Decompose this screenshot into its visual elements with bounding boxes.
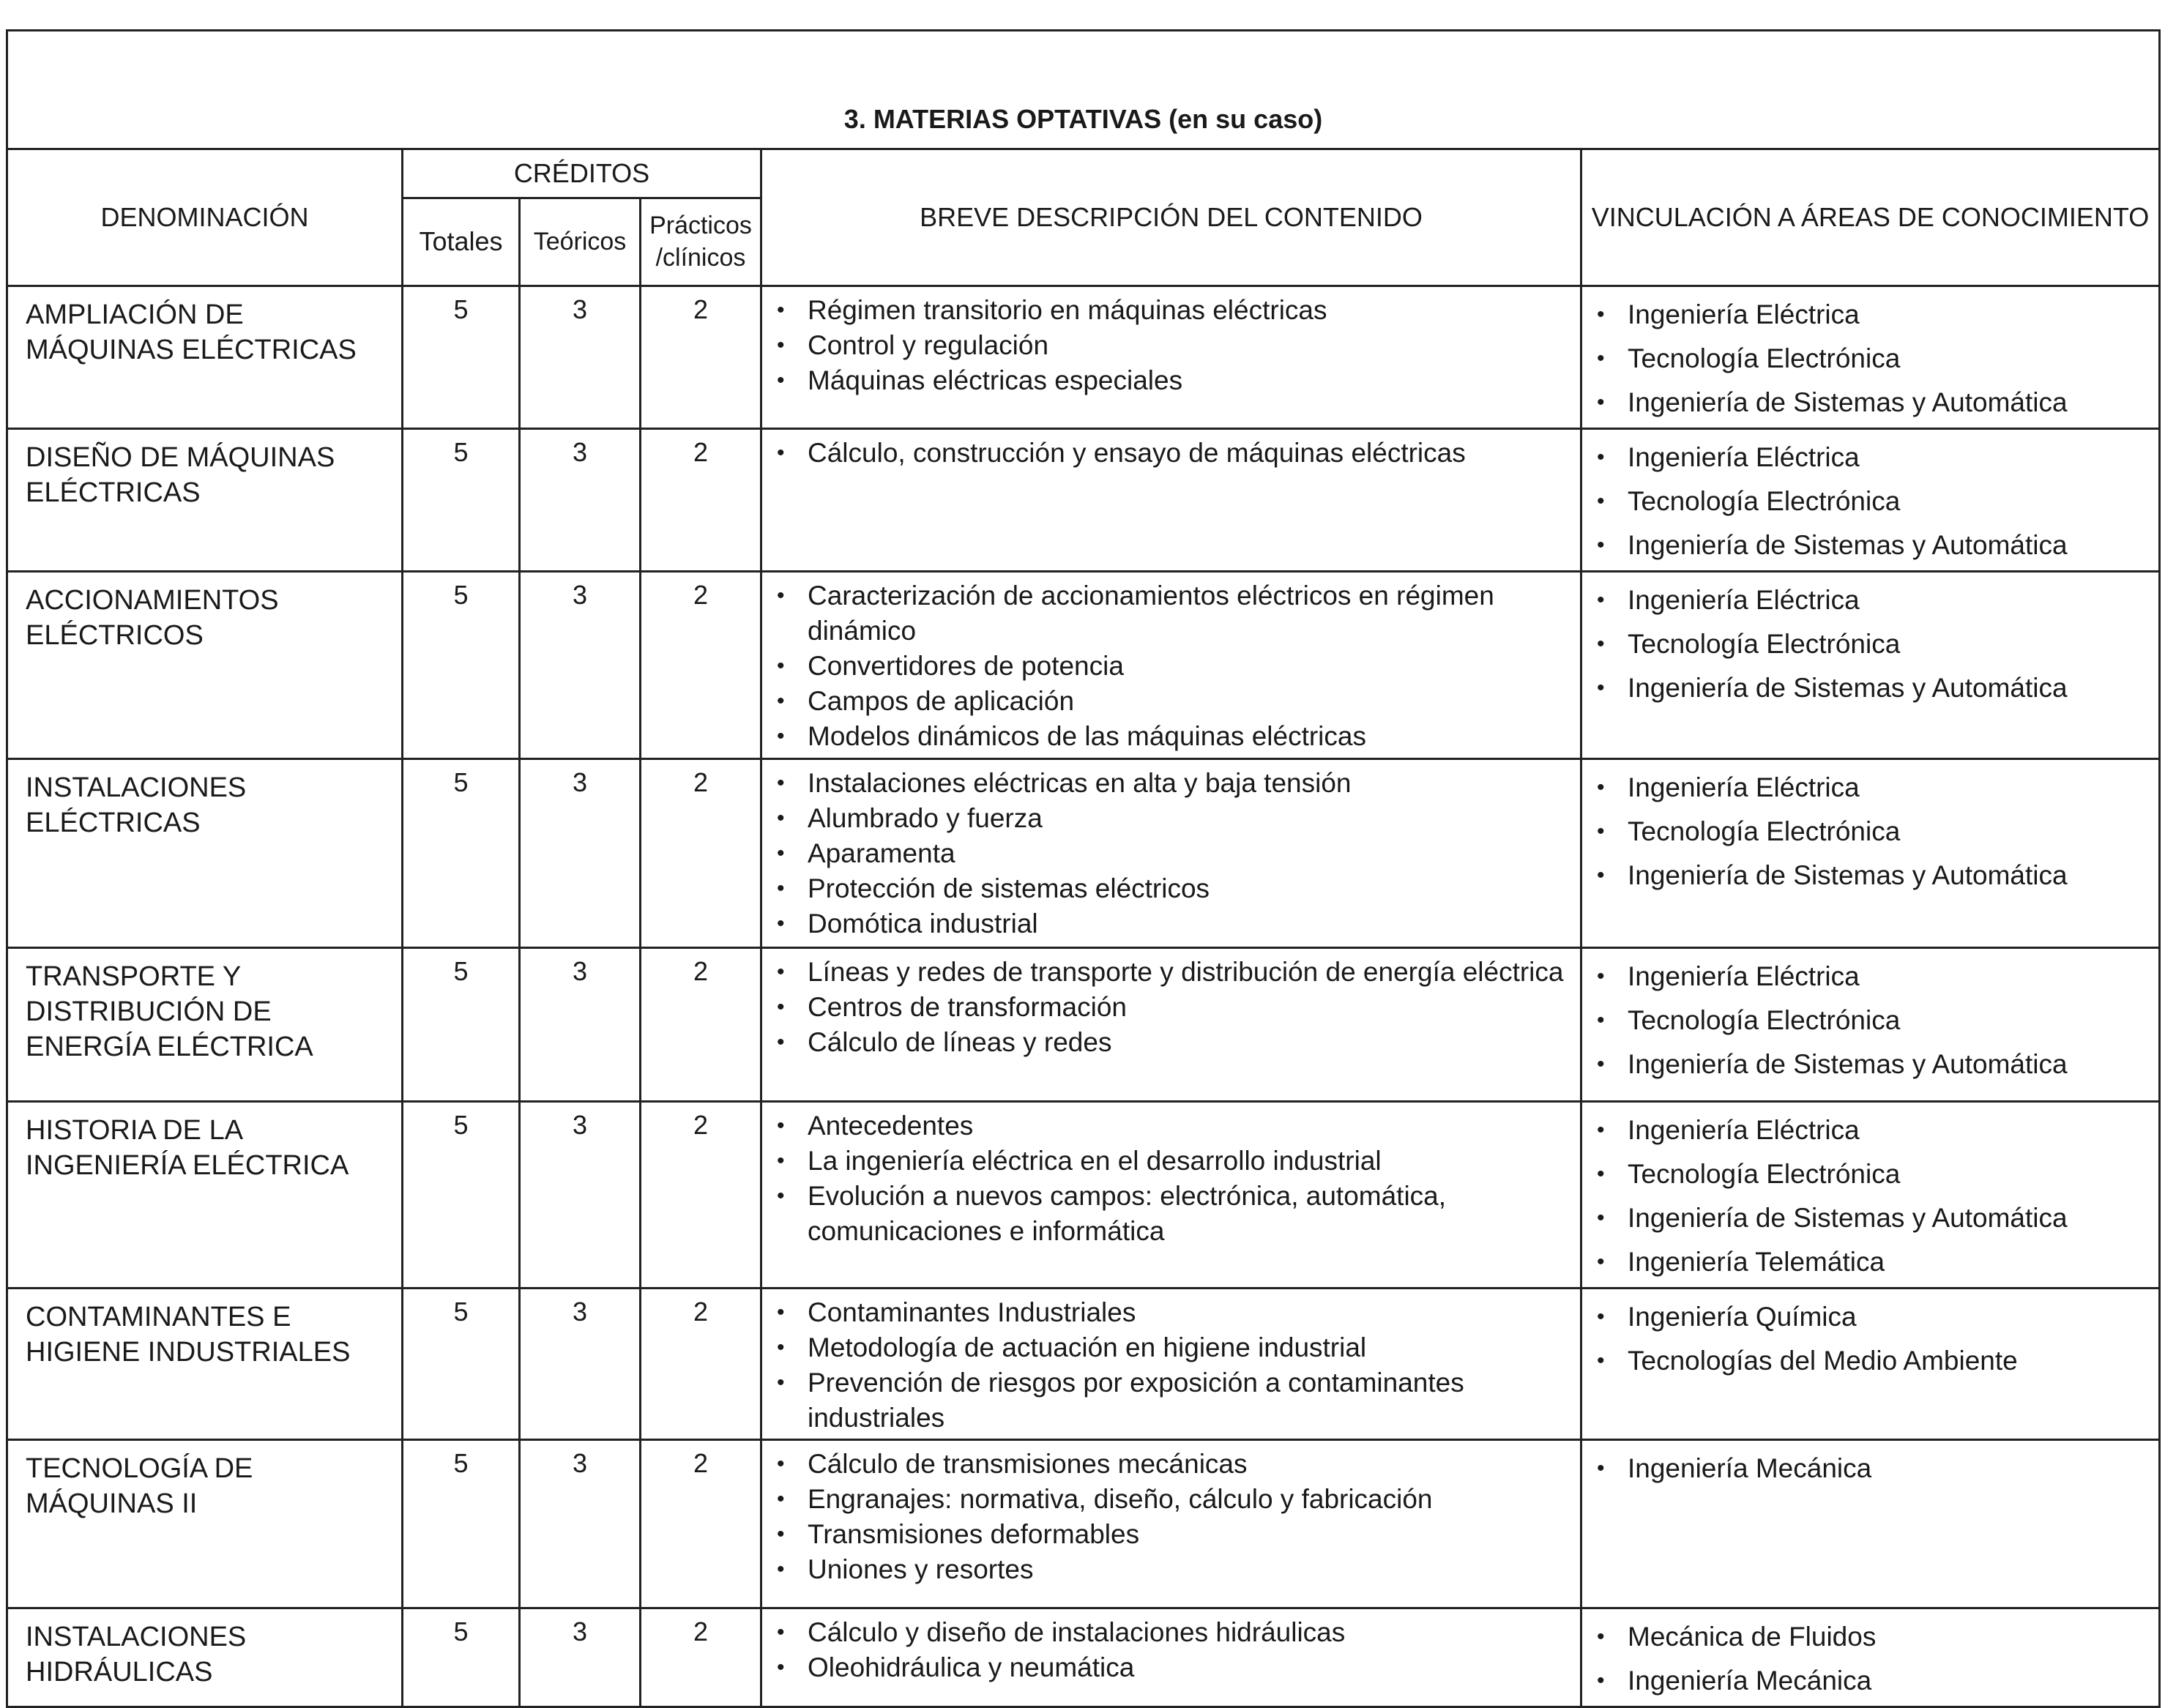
bullet-icon: • bbox=[1597, 1008, 1605, 1032]
bullet-icon: • bbox=[777, 1557, 785, 1581]
credits-teoricos: 3 bbox=[520, 1289, 641, 1440]
content-item bbox=[772, 836, 1571, 871]
table-row bbox=[7, 572, 2160, 759]
header-creditos: CRÉDITOS bbox=[403, 149, 761, 198]
area-item-text: Ingeniería de Sistemas y Automática bbox=[1628, 673, 2068, 703]
course-name: CONTAMINANTES E HIGIENE INDUSTRIALES bbox=[7, 1289, 403, 1440]
areas-cell bbox=[1581, 1102, 2160, 1289]
bullet-icon: • bbox=[777, 1184, 785, 1208]
content-item-text: Domótica industrial bbox=[808, 909, 1038, 939]
bullet-icon: • bbox=[777, 1620, 785, 1644]
content-item-text: Modelos dinámicos de las máquinas eléctricas bbox=[808, 721, 1366, 751]
bullet-icon: • bbox=[777, 960, 785, 984]
content-item bbox=[772, 684, 1571, 719]
content-item bbox=[772, 1447, 1571, 1482]
content-cell bbox=[761, 572, 1581, 759]
content-item-text: Caracterización de accionamientos eléctricos en régimen dinámico bbox=[808, 581, 1494, 646]
content-cell-list bbox=[772, 578, 1571, 754]
content-item bbox=[772, 578, 1571, 649]
content-item bbox=[772, 1295, 1571, 1330]
content-item-text: Contaminantes Industriales bbox=[808, 1297, 1136, 1327]
bullet-icon: • bbox=[777, 583, 785, 608]
area-item-text: Tecnología Electrónica bbox=[1628, 816, 1901, 846]
credits-totales: 5 bbox=[403, 286, 520, 429]
bullet-icon: • bbox=[777, 689, 785, 713]
content-item-text: Campos de aplicación bbox=[808, 686, 1075, 716]
title-row bbox=[7, 31, 2160, 149]
area-item-text: Ingeniería de Sistemas y Automática bbox=[1628, 1049, 2068, 1079]
area-item-text: Tecnología Electrónica bbox=[1628, 1005, 1901, 1035]
bullet-icon: • bbox=[777, 1452, 785, 1476]
content-item-text: Engranajes: normativa, diseño, cálculo y fabricación bbox=[808, 1484, 1433, 1514]
bullet-icon: • bbox=[777, 1030, 785, 1054]
content-item-text: Líneas y redes de transporte y distribución de energía eléctrica bbox=[808, 957, 1564, 987]
credits-teoricos: 3 bbox=[520, 286, 641, 429]
area-item bbox=[1592, 666, 2150, 710]
content-item bbox=[772, 328, 1571, 363]
area-item-text: Tecnología Electrónica bbox=[1628, 1159, 1901, 1189]
content-cell-list bbox=[772, 1108, 1571, 1249]
bullet-icon: • bbox=[777, 1522, 785, 1546]
area-item-text: Tecnologías del Medio Ambiente bbox=[1628, 1346, 2018, 1376]
areas-cell-list bbox=[1592, 293, 2150, 425]
course-name: INSTALACIONES HIDRÁULICAS bbox=[7, 1608, 403, 1707]
bullet-icon: • bbox=[777, 1300, 785, 1324]
content-item bbox=[772, 1144, 1571, 1179]
areas-cell bbox=[1581, 572, 2160, 759]
area-item-text: Ingeniería Química bbox=[1628, 1302, 1857, 1332]
credits-practicos: 2 bbox=[641, 1608, 761, 1707]
content-cell bbox=[761, 429, 1581, 572]
bullet-icon: • bbox=[777, 298, 785, 322]
credits-practicos: 2 bbox=[641, 1440, 761, 1608]
bullet-icon: • bbox=[777, 876, 785, 900]
area-item-text: Tecnología Electrónica bbox=[1628, 486, 1901, 516]
bullet-icon: • bbox=[1597, 863, 1605, 887]
bullet-icon: • bbox=[1597, 346, 1605, 370]
content-item-text: Prevención de riesgos por exposición a contaminantes industriales bbox=[808, 1368, 1464, 1433]
credits-totales: 5 bbox=[403, 948, 520, 1102]
area-item bbox=[1592, 578, 2150, 622]
credits-teoricos: 3 bbox=[520, 429, 641, 572]
course-name: HISTORIA DE LA INGENIERÍA ELÉCTRICA bbox=[7, 1102, 403, 1289]
credits-totales: 5 bbox=[403, 1289, 520, 1440]
content-cell bbox=[761, 759, 1581, 948]
area-item bbox=[1592, 480, 2150, 523]
bullet-icon: • bbox=[1597, 632, 1605, 656]
course-name: ACCIONAMIENTOS ELÉCTRICOS bbox=[7, 572, 403, 759]
content-item-text: Transmisiones deformables bbox=[808, 1519, 1140, 1549]
content-cell bbox=[761, 948, 1581, 1102]
area-item bbox=[1592, 523, 2150, 567]
table-row bbox=[7, 1440, 2160, 1608]
areas-cell bbox=[1581, 1440, 2160, 1608]
content-item bbox=[772, 1517, 1571, 1552]
bullet-icon: • bbox=[1597, 1625, 1605, 1649]
course-name: TRANSPORTE Y DISTRIBUCIÓN DE ENERGÍA ELÉCTRICA bbox=[7, 948, 403, 1102]
materias-optativas-sheet bbox=[6, 29, 2158, 1708]
area-item bbox=[1592, 854, 2150, 898]
area-item-text: Ingeniería Eléctrica bbox=[1628, 772, 1860, 802]
content-item bbox=[772, 766, 1571, 801]
bullet-icon: • bbox=[1597, 1206, 1605, 1230]
bullet-icon: • bbox=[1597, 533, 1605, 557]
materias-table bbox=[6, 29, 2161, 1708]
content-cell-list bbox=[772, 955, 1571, 1060]
bullet-icon: • bbox=[1597, 1052, 1605, 1076]
area-item-text: Ingeniería Eléctrica bbox=[1628, 585, 1860, 615]
areas-cell-list bbox=[1592, 1447, 2150, 1491]
credits-practicos: 2 bbox=[641, 572, 761, 759]
content-item bbox=[772, 1552, 1571, 1587]
bullet-icon: • bbox=[1597, 445, 1605, 469]
bullet-icon: • bbox=[777, 333, 785, 357]
areas-cell bbox=[1581, 286, 2160, 429]
content-item bbox=[772, 1108, 1571, 1144]
areas-cell bbox=[1581, 1289, 2160, 1440]
header-denominacion: DENOMINACIÓN bbox=[7, 149, 403, 286]
bullet-icon: • bbox=[1597, 489, 1605, 513]
course-name: INSTALACIONES ELÉCTRICAS bbox=[7, 759, 403, 948]
bullet-icon: • bbox=[1597, 1349, 1605, 1373]
credits-teoricos: 3 bbox=[520, 1102, 641, 1289]
area-item-text: Ingeniería Eléctrica bbox=[1628, 961, 1860, 991]
table-row bbox=[7, 1102, 2160, 1289]
content-item bbox=[772, 906, 1571, 941]
header-totales: Totales bbox=[403, 198, 520, 286]
content-item-text: Evolución a nuevos campos: electrónica, automática, comunicaciones e informática bbox=[808, 1181, 1447, 1246]
bullet-icon: • bbox=[777, 654, 785, 678]
content-item-text: Máquinas eléctricas especiales bbox=[808, 365, 1183, 395]
area-item bbox=[1592, 337, 2150, 381]
bullet-icon: • bbox=[777, 1335, 785, 1360]
area-item bbox=[1592, 622, 2150, 666]
bullet-icon: • bbox=[1597, 1456, 1605, 1480]
table-body bbox=[7, 286, 2160, 1707]
bullet-icon: • bbox=[777, 1114, 785, 1138]
table-row bbox=[7, 1289, 2160, 1440]
area-item-text: Ingeniería Mecánica bbox=[1628, 1453, 1872, 1483]
content-cell-list bbox=[772, 436, 1571, 471]
area-item-text: Ingeniería Telemática bbox=[1628, 1247, 1885, 1277]
area-item bbox=[1592, 381, 2150, 425]
table-row bbox=[7, 286, 2160, 429]
areas-cell bbox=[1581, 429, 2160, 572]
bullet-icon: • bbox=[1597, 1118, 1605, 1142]
content-cell bbox=[761, 286, 1581, 429]
bullet-icon: • bbox=[1597, 1668, 1605, 1693]
header-row-1 bbox=[7, 149, 2160, 198]
bullet-icon: • bbox=[777, 1655, 785, 1679]
bullet-icon: • bbox=[777, 911, 785, 936]
area-item bbox=[1592, 1615, 2150, 1659]
area-item bbox=[1592, 1295, 2150, 1339]
area-item-text: Ingeniería de Sistemas y Automática bbox=[1628, 530, 2068, 560]
areas-cell bbox=[1581, 948, 2160, 1102]
credits-teoricos: 3 bbox=[520, 759, 641, 948]
table-row bbox=[7, 1608, 2160, 1707]
area-item-text: Ingeniería Eléctrica bbox=[1628, 299, 1860, 329]
credits-totales: 5 bbox=[403, 1440, 520, 1608]
areas-cell bbox=[1581, 1608, 2160, 1707]
area-item bbox=[1592, 955, 2150, 999]
content-item-text: Antecedentes bbox=[808, 1111, 974, 1141]
credits-totales: 5 bbox=[403, 1102, 520, 1289]
content-item-text: Oleohidráulica y neumática bbox=[808, 1652, 1135, 1682]
credits-totales: 5 bbox=[403, 759, 520, 948]
content-item-text: Uniones y resortes bbox=[808, 1554, 1034, 1584]
course-name: AMPLIACIÓN DE MÁQUINAS ELÉCTRICAS bbox=[7, 286, 403, 429]
credits-practicos: 2 bbox=[641, 948, 761, 1102]
area-item-text: Ingeniería Eléctrica bbox=[1628, 1115, 1860, 1145]
area-item-text: Ingeniería Mecánica bbox=[1628, 1666, 1872, 1696]
content-cell bbox=[761, 1102, 1581, 1289]
content-cell bbox=[761, 1289, 1581, 1440]
credits-totales: 5 bbox=[403, 429, 520, 572]
header-teoricos: Teóricos bbox=[520, 198, 641, 286]
content-item-text: Cálculo de líneas y redes bbox=[808, 1027, 1112, 1057]
area-item-text: Tecnología Electrónica bbox=[1628, 343, 1901, 373]
content-item-text: Centros de transformación bbox=[808, 992, 1127, 1022]
bullet-icon: • bbox=[1597, 964, 1605, 988]
areas-cell-list bbox=[1592, 955, 2150, 1086]
content-item bbox=[772, 871, 1571, 906]
content-item-text: Cálculo, construcción y ensayo de máquinas eléctricas bbox=[808, 438, 1466, 468]
content-item-text: La ingeniería eléctrica en el desarrollo industrial bbox=[808, 1146, 1382, 1176]
bullet-icon: • bbox=[777, 1487, 785, 1511]
content-item-text: Aparamenta bbox=[808, 838, 955, 868]
content-item-text: Instalaciones eléctricas en alta y baja tensión bbox=[808, 768, 1352, 798]
bullet-icon: • bbox=[777, 995, 785, 1019]
area-item bbox=[1592, 999, 2150, 1043]
content-item bbox=[772, 1365, 1571, 1436]
content-item bbox=[772, 801, 1571, 836]
area-item-text: Tecnología Electrónica bbox=[1628, 629, 1901, 659]
credits-teoricos: 3 bbox=[520, 1608, 641, 1707]
content-item bbox=[772, 955, 1571, 990]
content-item-text: Protección de sistemas eléctricos bbox=[808, 873, 1210, 903]
credits-practicos: 2 bbox=[641, 1102, 761, 1289]
bullet-icon: • bbox=[777, 1149, 785, 1173]
bullet-icon: • bbox=[777, 771, 785, 795]
area-item-text: Ingeniería Eléctrica bbox=[1628, 442, 1860, 472]
content-cell-list bbox=[772, 1615, 1571, 1685]
content-item-text: Cálculo de transmisiones mecánicas bbox=[808, 1449, 1248, 1479]
areas-cell-list bbox=[1592, 1108, 2150, 1284]
content-item bbox=[772, 1482, 1571, 1517]
bullet-icon: • bbox=[1597, 1250, 1605, 1274]
bullet-icon: • bbox=[1597, 1305, 1605, 1329]
credits-practicos: 2 bbox=[641, 429, 761, 572]
area-item-text: Ingeniería de Sistemas y Automática bbox=[1628, 387, 2068, 417]
content-cell bbox=[761, 1608, 1581, 1707]
content-item bbox=[772, 1025, 1571, 1060]
areas-cell-list bbox=[1592, 578, 2150, 710]
content-cell bbox=[761, 1440, 1581, 1608]
credits-teoricos: 3 bbox=[520, 1440, 641, 1608]
area-item bbox=[1592, 1339, 2150, 1383]
areas-cell-list bbox=[1592, 766, 2150, 898]
table-row bbox=[7, 759, 2160, 948]
area-item bbox=[1592, 1152, 2150, 1196]
content-item bbox=[772, 293, 1571, 328]
content-item bbox=[772, 1650, 1571, 1685]
content-item bbox=[772, 990, 1571, 1025]
content-item-text: Convertidores de potencia bbox=[808, 651, 1124, 681]
bullet-icon: • bbox=[777, 441, 785, 465]
area-item bbox=[1592, 1240, 2150, 1284]
area-item bbox=[1592, 810, 2150, 854]
credits-totales: 5 bbox=[403, 572, 520, 759]
content-item-text: Control y regulación bbox=[808, 330, 1049, 360]
areas-cell bbox=[1581, 759, 2160, 948]
header-descripcion: BREVE DESCRIPCIÓN DEL CONTENIDO bbox=[761, 149, 1581, 286]
area-item bbox=[1592, 436, 2150, 480]
bullet-icon: • bbox=[777, 368, 785, 392]
content-item bbox=[772, 363, 1571, 398]
area-item bbox=[1592, 1447, 2150, 1491]
bullet-icon: • bbox=[777, 841, 785, 865]
content-item bbox=[772, 1179, 1571, 1249]
area-item-text: Mecánica de Fluidos bbox=[1628, 1622, 1877, 1652]
content-cell-list bbox=[772, 766, 1571, 941]
course-name: DISEÑO DE MÁQUINAS ELÉCTRICAS bbox=[7, 429, 403, 572]
content-cell-list bbox=[772, 1447, 1571, 1587]
bullet-icon: • bbox=[777, 806, 785, 830]
content-cell-list bbox=[772, 293, 1571, 398]
bullet-icon: • bbox=[1597, 676, 1605, 700]
credits-totales: 5 bbox=[403, 1608, 520, 1707]
areas-cell-list bbox=[1592, 1615, 2150, 1703]
table-row bbox=[7, 429, 2160, 572]
bullet-icon: • bbox=[1597, 775, 1605, 799]
area-item bbox=[1592, 766, 2150, 810]
area-item bbox=[1592, 1196, 2150, 1240]
area-item bbox=[1592, 293, 2150, 337]
header-practicos: Prácticos /clínicos bbox=[641, 198, 761, 286]
credits-teoricos: 3 bbox=[520, 948, 641, 1102]
area-item bbox=[1592, 1108, 2150, 1152]
content-item bbox=[772, 719, 1571, 754]
bullet-icon: • bbox=[1597, 390, 1605, 414]
page-title: 3. MATERIAS OPTATIVAS (en su caso) bbox=[7, 31, 2160, 149]
content-item-text: Cálculo y diseño de instalaciones hidráulicas bbox=[808, 1617, 1346, 1647]
area-item-text: Ingeniería de Sistemas y Automática bbox=[1628, 1203, 2068, 1233]
bullet-icon: • bbox=[1597, 1162, 1605, 1186]
area-item-text: Ingeniería de Sistemas y Automática bbox=[1628, 860, 2068, 890]
content-item-text: Metodología de actuación en higiene industrial bbox=[808, 1332, 1367, 1362]
content-item bbox=[772, 649, 1571, 684]
areas-cell-list bbox=[1592, 436, 2150, 567]
areas-cell-list bbox=[1592, 1295, 2150, 1383]
content-item-text: Alumbrado y fuerza bbox=[808, 803, 1043, 833]
credits-teoricos: 3 bbox=[520, 572, 641, 759]
credits-practicos: 2 bbox=[641, 759, 761, 948]
content-item bbox=[772, 1615, 1571, 1650]
content-item-text: Régimen transitorio en máquinas eléctricas bbox=[808, 295, 1327, 325]
bullet-icon: • bbox=[777, 1370, 785, 1395]
bullet-icon: • bbox=[777, 724, 785, 748]
content-item bbox=[772, 1330, 1571, 1365]
content-cell-list bbox=[772, 1295, 1571, 1436]
area-item bbox=[1592, 1659, 2150, 1703]
content-item bbox=[772, 436, 1571, 471]
credits-practicos: 2 bbox=[641, 1289, 761, 1440]
course-name: TECNOLOGÍA DE MÁQUINAS II bbox=[7, 1440, 403, 1608]
table-row bbox=[7, 948, 2160, 1102]
bullet-icon: • bbox=[1597, 302, 1605, 327]
bullet-icon: • bbox=[1597, 588, 1605, 612]
header-vinculacion: VINCULACIÓN A ÁREAS DE CONOCIMIENTO bbox=[1581, 149, 2160, 286]
bullet-icon: • bbox=[1597, 819, 1605, 843]
area-item bbox=[1592, 1043, 2150, 1086]
credits-practicos: 2 bbox=[641, 286, 761, 429]
